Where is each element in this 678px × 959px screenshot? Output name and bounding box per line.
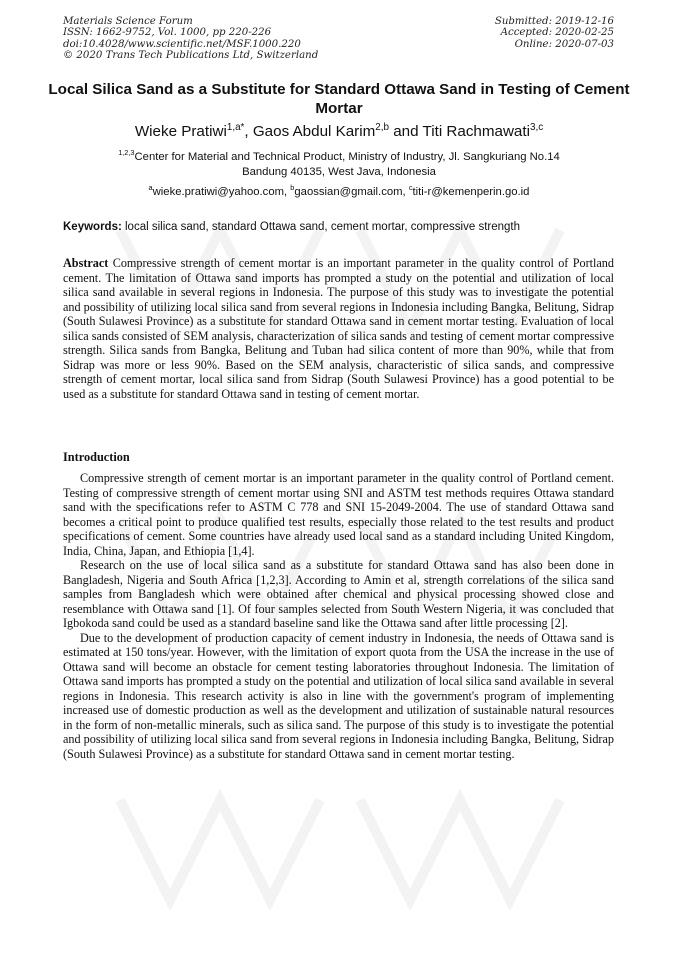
accepted-date: Accepted: 2020-02-25 xyxy=(500,27,614,39)
paragraph: Research on the use of local silica sand as a substitute for standard Ottawa sand has also been done in Bangladesh, Nigeria and South Africa [1,2,3]. According to Amin et al, strength correlations of the silica sand samples from Bangladesh which were obtained after chemical and physical processing showed close and resemblance with Ottawa sand [1]. Of four samples selected from South Western Nigeria, it was concluded that Igbokoda sand could be used as a standard baseline sand like the Ottawa sand after little processing [2]. xyxy=(63,558,614,630)
paper-title: Local Silica Sand as a Substitute for Standard Ottawa Sand in Testing of Cement Mortar xyxy=(48,81,630,117)
author-name: Gaos Abdul Karim xyxy=(252,123,376,140)
abstract-label: Abstract xyxy=(63,256,109,270)
author-superscript: 1,a* xyxy=(226,121,245,133)
journal-doi[interactable]: doi:10.4028/www.scientific.net/MSF.1000.220 xyxy=(63,38,301,50)
journal-copyright: © 2020 Trans Tech Publications Ltd, Switzerland xyxy=(63,49,319,61)
keywords-text: local silica sand, standard Ottawa sand, cement mortar, compressive strength xyxy=(121,221,521,233)
email-link[interactable]: titi-r@kemenperin.go.id xyxy=(412,186,530,198)
abstract xyxy=(63,256,614,401)
paragraph: Compressive strength of cement mortar is an important parameter in the quality control of Portland cement. Testing of compressive strength of cement mortar using SNI and ASTM test methods requires Ottawa standard sand with the specifications refer to ASTM C 778 and SNI 15-2049-2004. The use of standard Ottawa sand becomes a critical point to produce qualified test results, especially those related to the test results and product specifications of cement. Some countries have already used local sand as a standard including United Kingdom, India, China, Japan, and Ethiopia [1,4]. xyxy=(63,471,614,558)
submitted-date: Submitted: 2019-12-16 xyxy=(494,16,614,27)
email-link[interactable]: wieke.pratiwi@yahoo.com, xyxy=(152,186,291,198)
affiliation xyxy=(40,150,638,179)
journal-name: Materials Science Forum xyxy=(63,16,193,27)
affiliation-line: Bandung 40135, West Java, Indonesia xyxy=(242,165,436,178)
paragraph: Due to the development of production capacity of cement industry in Indonesia, the needs of Ottawa sand is estimated at 150 tons/year. However, with the limitation of export quota from the USA the increase in the use of Ottawa sand will become an obstacle for cement testing laboratories throughout Indonesia. The limitation of Ottawa sand imports has prompted a study on the potential and utilization of local silica sand available in several regions in Indonesia. This research activity is also in line with the government's program of implementing increased use of domestic production as well as the development and utilization of sustainable natural resources in the form of non-metallic minerals, such as silica sand. The purpose of this study is to investigate the potential and possibility of utilizing local silica sand from several regions in Indonesia including Bangka, Belitung, Sidrap (South Sulawesi Province) as a substitute for standard Ottawa sand in cement mortar testing. xyxy=(63,630,614,761)
author-separator: and xyxy=(389,123,423,140)
author-list xyxy=(40,123,638,141)
author-separator: , xyxy=(244,123,253,140)
keywords-label: Keywords: xyxy=(63,221,122,233)
author-name: Wieke Pratiwi xyxy=(134,123,227,140)
publication-dates xyxy=(495,16,614,50)
online-date: Online: 2020-07-03 xyxy=(514,38,614,50)
section-heading-introduction: Introduction xyxy=(63,450,130,464)
journal-issn: ISSN: 1662-9752, Vol. 1000, pp 220-226 xyxy=(63,27,272,39)
email-superscript: b xyxy=(290,183,295,193)
abstract-text: Compressive strength of cement mortar is an important parameter in the quality control of Portland cement. The limitation of Ottawa sand imports has prompted a study on the potential and utilization of local silica sand available in several regions in Indonesia. The purpose of this study was to investigate the potential and possibility of utilizing local silica sand from several regions in Indonesia including Bangka, Belitung, Sidrap (South Sulawesi Province) as a substitute for standard Ottawa sand in cement mortar testing. Evaluation of local silica sands consisted of SEM analysis, characterization of silica sands and testing of cement mortar compressive strength. Silica sands from Bangka, Belitung and Tuban had silica content of more than 90%, while that from Sidrap was more or less 90%. Based on the SEM analysis, characteristic of silica sands, and compressive strength of cement mortar, local silica sand from Sidrap (South Sulawesi Province) has a good potential to be used as a substitute for standard Ottawa sand in testing of cement mortar. xyxy=(63,256,614,401)
journal-info xyxy=(63,16,318,61)
email-superscript: c xyxy=(408,183,413,193)
introduction-body xyxy=(63,471,614,761)
email-link[interactable]: gaossian@gmail.com, xyxy=(294,186,409,198)
affiliation-superscript: 1,2,3 xyxy=(118,148,135,158)
author-name: Titi Rachmawati xyxy=(422,123,530,140)
affiliation-line: Center for Material and Technical Product, Ministry of Industry, Jl. Sangkuriang No.14 xyxy=(134,151,560,163)
author-emails xyxy=(40,185,638,199)
author-superscript: 2,b xyxy=(375,121,389,133)
email-superscript: a xyxy=(148,183,153,193)
author-superscript: 3,c xyxy=(529,121,544,133)
keywords xyxy=(63,220,615,234)
